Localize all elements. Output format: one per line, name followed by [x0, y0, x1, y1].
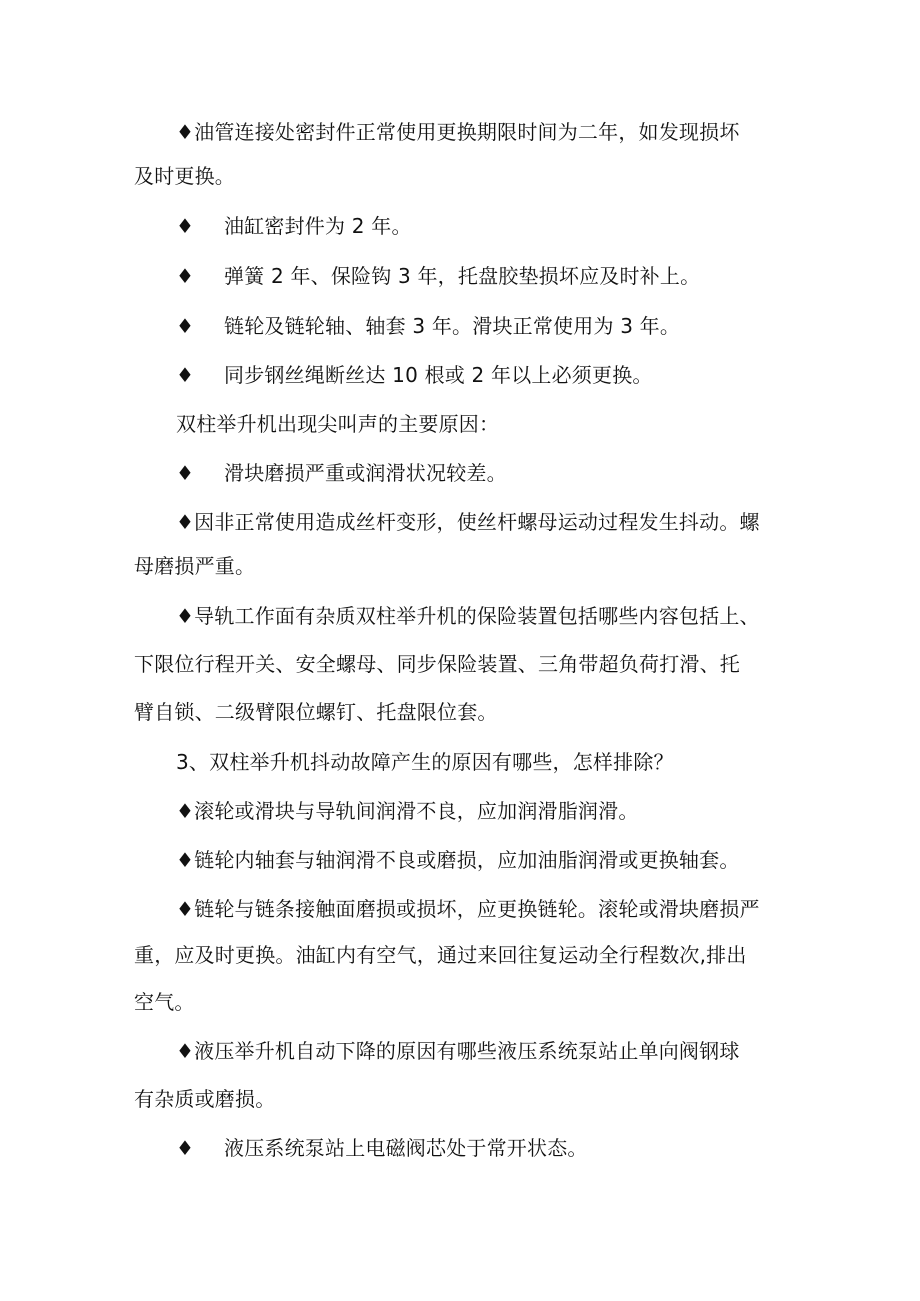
paragraph-line: ♦液压举升机自动下降的原因有哪些液压系统泵站止单向阀钢球 [176, 1039, 740, 1063]
paragraph-line: ♦因非正常使用造成丝杆变形，使丝杆螺母运动过程发生抖动。螺 [176, 510, 760, 534]
diamond-bullet-icon: ♦ [176, 214, 195, 238]
bullet-item [176, 212, 412, 240]
diamond-bullet-icon: ♦ [176, 363, 195, 387]
bullet-text: 弹簧 2 年、保险钩 3 年，托盘胶垫损坏应及时补上。 [224, 264, 701, 288]
paragraph-line: 重，应及时更换。油缸内有空气，通过来回往复运动全行程数次,排出 [134, 943, 747, 967]
bullet-item [176, 312, 680, 340]
paragraph-line: ♦导轨工作面有杂质双柱举升机的保险装置包括哪些内容包括上、 [176, 604, 760, 628]
paragraph-line: 臂自锁、二级臂限位螺钉、托盘限位套。 [134, 700, 498, 724]
bullet-text: 链轮及链轮轴、轴套 3 年。滑块正常使用为 3 年。 [224, 314, 681, 338]
bullet-text: 液压系统泵站上电磁阀芯处于常开状态。 [224, 1136, 588, 1160]
paragraph-line: 母磨损严重。 [134, 554, 256, 578]
paragraph-line: 有杂质或磨损。 [134, 1087, 276, 1111]
bullet-item [176, 1134, 588, 1162]
bullet-item [176, 459, 507, 487]
diamond-bullet-icon: ♦ [176, 461, 195, 485]
diamond-bullet-icon: ♦ [176, 314, 195, 338]
paragraph-line: 及时更换。 [134, 164, 235, 188]
bullet-text: 滑块磨损严重或润滑状况较差。 [224, 461, 507, 485]
section-heading: 双柱举升机出现尖叫声的主要原因： [176, 412, 500, 436]
bullet-text: 油缸密封件为 2 年。 [224, 214, 412, 238]
paragraph-line: ♦滚轮或滑块与导轨间润滑不良，应加润滑脂润滑。 [176, 799, 639, 823]
paragraph-line: ♦油管连接处密封件正常使用更换期限时间为二年，如发现损坏 [176, 120, 740, 144]
bullet-item [176, 262, 700, 290]
paragraph-line: 空气。 [134, 990, 195, 1014]
diamond-bullet-icon: ♦ [176, 264, 195, 288]
bullet-text: 同步钢丝绳断丝达 10 根或 2 年以上必须更换。 [224, 363, 653, 387]
diamond-bullet-icon: ♦ [176, 1136, 195, 1160]
paragraph-line: ♦链轮内轴套与轴润滑不良或磨损，应加油脂润滑或更换轴套。 [176, 848, 740, 872]
paragraph-line: 下限位行程开关、安全螺母、同步保险装置、三角带超负荷打滑、托 [134, 652, 740, 676]
bullet-item [176, 361, 653, 389]
paragraph-line: ♦链轮与链条接触面磨损或损坏，应更换链轮。滚轮或滑块磨损严 [176, 897, 760, 921]
section-heading: 3、双柱举升机抖动故障产生的原因有哪些，怎样排除？ [176, 750, 674, 774]
